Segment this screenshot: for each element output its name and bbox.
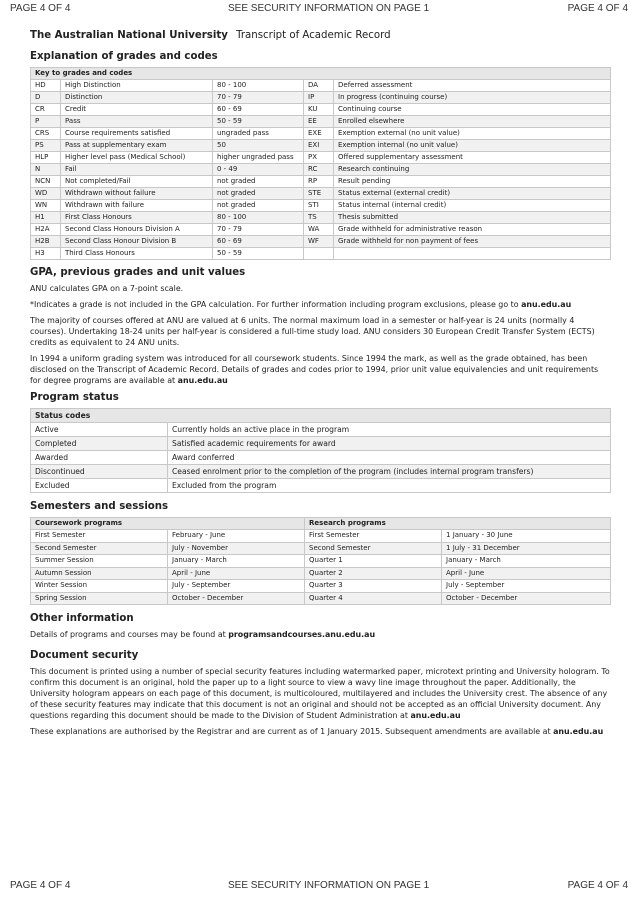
table-cell: In progress (continuing course) — [334, 92, 611, 104]
table-cell: WF — [304, 236, 334, 248]
table-cell: 0 - 49 — [213, 164, 304, 176]
table-cell: October - December — [168, 592, 305, 605]
table-cell: 1 January - 30 June — [442, 530, 611, 543]
status-row — [31, 437, 611, 451]
grade-row — [31, 188, 611, 200]
table-cell: not graded — [213, 188, 304, 200]
anu-link[interactable]: anu.edu.au — [521, 300, 572, 309]
table-cell: Quarter 2 — [305, 567, 442, 580]
grade-row — [31, 248, 611, 260]
session-row — [31, 530, 611, 543]
table-cell: First Class Honours — [61, 212, 213, 224]
table-cell: 80 - 100 — [213, 212, 304, 224]
table-cell: Completed — [31, 437, 168, 451]
table-cell: 50 - 59 — [213, 248, 304, 260]
table-cell: 60 - 69 — [213, 104, 304, 116]
table-cell: Pass — [61, 116, 213, 128]
table-cell: higher ungraded pass — [213, 152, 304, 164]
table-cell: April - June — [442, 567, 611, 580]
table-cell: Active — [31, 423, 168, 437]
table-cell: Credit — [61, 104, 213, 116]
table-cell: Status external (external credit) — [334, 188, 611, 200]
table-cell: July - November — [168, 542, 305, 555]
table-cell: RC — [304, 164, 334, 176]
table-cell: CRS — [31, 128, 61, 140]
table-cell: 1 July - 31 December — [442, 542, 611, 555]
grade-row — [31, 212, 611, 224]
table-cell: Fail — [61, 164, 213, 176]
table-cell: Award conferred — [168, 451, 611, 465]
grades-table-title: Key to grades and codes — [31, 68, 611, 80]
footer-security-notice: SEE SECURITY INFORMATION ON PAGE 1 — [228, 880, 430, 891]
table-cell: Quarter 1 — [305, 555, 442, 568]
status-codes-table — [30, 408, 611, 493]
table-cell: Research continuing — [334, 164, 611, 176]
grade-row — [31, 224, 611, 236]
table-cell: EE — [304, 116, 334, 128]
table-cell: STE — [304, 188, 334, 200]
table-cell: Autumn Session — [31, 567, 168, 580]
table-cell: EXE — [304, 128, 334, 140]
grade-row — [31, 104, 611, 116]
header-page-number: PAGE 4 OF 4 — [10, 3, 71, 14]
table-cell: Currently holds an active place in the program — [168, 423, 611, 437]
grade-row — [31, 116, 611, 128]
table-cell: 50 — [213, 140, 304, 152]
table-cell: Continuing course — [334, 104, 611, 116]
grades-heading: Explanation of grades and codes — [30, 51, 218, 62]
footer-page-number: PAGE 4 OF 4 — [10, 880, 71, 891]
session-row — [31, 567, 611, 580]
table-cell: Quarter 4 — [305, 592, 442, 605]
gpa-exclusion-text: *Indicates a grade is not included in the GPA calculation. For further information including program exclusions, please go to anu.edu.au — [30, 300, 572, 309]
table-cell: Discontinued — [31, 465, 168, 479]
table-cell: IP — [304, 92, 334, 104]
table-cell: CR — [31, 104, 61, 116]
table-cell: not graded — [213, 176, 304, 188]
grade-row — [31, 236, 611, 248]
table-cell: PS — [31, 140, 61, 152]
table-cell: H2B — [31, 236, 61, 248]
other-info-text: Details of programs and courses may be found at programsandcourses.anu.edu.au — [30, 630, 376, 639]
status-row — [31, 423, 611, 437]
header-security-notice: SEE SECURITY INFORMATION ON PAGE 1 — [228, 3, 430, 14]
table-cell: KU — [304, 104, 334, 116]
anu-link[interactable]: anu.edu.au — [553, 727, 604, 736]
other-info-heading: Other information — [30, 613, 134, 624]
table-cell: July - September — [168, 580, 305, 593]
table-cell: H3 — [31, 248, 61, 260]
table-cell: Exemption external (no unit value) — [334, 128, 611, 140]
table-cell: HLP — [31, 152, 61, 164]
grading-history-text: In 1994 a uniform grading system was introduced for all coursework students. Since 1994 the mark, as well as the grade obtained, has been disclosed on the Transcript of Academic Record. Details of grades and codes prior to 1994, prior unit value equivalencies and unit requirements for degree programs are available at anu.edu.au — [30, 354, 599, 385]
session-row — [31, 555, 611, 568]
table-cell: Grade withheld for administrative reason — [334, 224, 611, 236]
table-cell: Winter Session — [31, 580, 168, 593]
table-cell: P — [31, 116, 61, 128]
status-row — [31, 465, 611, 479]
table-cell: ungraded pass — [213, 128, 304, 140]
status-table-title: Status codes — [31, 409, 611, 423]
table-cell: D — [31, 92, 61, 104]
table-cell: Summer Session — [31, 555, 168, 568]
table-cell: 50 - 59 — [213, 116, 304, 128]
security-text: This document is printed using a number of special security features including watermarked paper, microtext printing and University hologram. To confirm this document is an original, hold the paper up to a light source to view a wavy line image throughout the paper. Additionally, the University hologram appears on each page of this document, is multicoloured, multilayered and includes the University crest. The absence of any of these security features may indicate that this document is not an original and should not be accepted as an official University document. Any questions regarding this document should be made to the Division of Student Administration at anu.edu.au — [30, 667, 610, 720]
session-row — [31, 542, 611, 555]
table-cell: Withdrawn without failure — [61, 188, 213, 200]
table-cell: Second Semester — [31, 542, 168, 555]
table-cell: Not completed/Fail — [61, 176, 213, 188]
table-cell: NCN — [31, 176, 61, 188]
grade-row — [31, 200, 611, 212]
table-cell: Ceased enrolment prior to the completion of the program (includes internal program transfers) — [168, 465, 611, 479]
table-cell: Enrolled elsewhere — [334, 116, 611, 128]
footer-page-number-right: PAGE 4 OF 4 — [567, 880, 628, 891]
table-cell: Status internal (internal credit) — [334, 200, 611, 212]
table-cell: N — [31, 164, 61, 176]
table-cell: Second Class Honours Division A — [61, 224, 213, 236]
table-cell: January - March — [168, 555, 305, 568]
coursework-title: Coursework programs — [31, 518, 305, 530]
table-cell: WN — [31, 200, 61, 212]
table-cell: Exemption internal (no unit value) — [334, 140, 611, 152]
table-cell: WD — [31, 188, 61, 200]
table-cell: 60 - 69 — [213, 236, 304, 248]
table-cell: Excluded — [31, 479, 168, 493]
table-cell: April - June — [168, 567, 305, 580]
table-cell: 70 - 79 — [213, 224, 304, 236]
table-cell: Second Semester — [305, 542, 442, 555]
table-cell: HD — [31, 80, 61, 92]
table-cell: Excluded from the program — [168, 479, 611, 493]
table-cell: July - September — [442, 580, 611, 593]
table-cell: PX — [304, 152, 334, 164]
table-cell: Satisfied academic requirements for award — [168, 437, 611, 451]
grade-row — [31, 140, 611, 152]
unit-load-text: The majority of courses offered at ANU are valued at 6 units. The normal maximum load in a semester or half-year is 24 units (normally 4 courses). Undertaking 18-24 units per half-year is considered a full-time study load. ANU considers 30 European Credit Transfer System (ECTS) credits as equivalent to 24 ANU units. — [30, 316, 595, 347]
table-cell: Deferred assessment — [334, 80, 611, 92]
grade-row — [31, 164, 611, 176]
grade-row — [31, 128, 611, 140]
table-cell: WA — [304, 224, 334, 236]
table-cell: 70 - 79 — [213, 92, 304, 104]
header-page-number-right: PAGE 4 OF 4 — [567, 3, 628, 14]
document-title — [30, 30, 610, 41]
session-row — [31, 592, 611, 605]
table-cell: Awarded — [31, 451, 168, 465]
table-cell: 80 - 100 — [213, 80, 304, 92]
program-status-heading: Program status — [30, 392, 119, 403]
grade-row — [31, 176, 611, 188]
table-cell: October - December — [442, 592, 611, 605]
table-cell: RP — [304, 176, 334, 188]
table-cell: DA — [304, 80, 334, 92]
anu-link[interactable]: anu.edu.au — [410, 711, 461, 720]
table-cell: Offered supplementary assessment — [334, 152, 611, 164]
status-row — [31, 479, 611, 493]
table-cell: H1 — [31, 212, 61, 224]
grade-row — [31, 152, 611, 164]
anu-link[interactable]: anu.edu.au — [177, 376, 228, 385]
table-cell: EXI — [304, 140, 334, 152]
table-cell: Withdrawn with failure — [61, 200, 213, 212]
table-cell: Distinction — [61, 92, 213, 104]
document-security-heading: Document security — [30, 650, 139, 661]
table-cell — [334, 248, 611, 260]
table-cell: Higher level pass (Medical School) — [61, 152, 213, 164]
table-cell: Thesis submitted — [334, 212, 611, 224]
table-cell: Quarter 3 — [305, 580, 442, 593]
table-cell: High Distinction — [61, 80, 213, 92]
table-cell: February - June — [168, 530, 305, 543]
table-cell: January - March — [442, 555, 611, 568]
sessions-heading: Semesters and sessions — [30, 501, 169, 512]
gpa-heading: GPA, previous grades and unit values — [30, 267, 246, 278]
table-cell: Grade withheld for non payment of fees — [334, 236, 611, 248]
grades-table — [30, 67, 611, 260]
table-cell: H2A — [31, 224, 61, 236]
gpa-scale-text: ANU calculates GPA on a 7-point scale. — [30, 284, 184, 293]
grade-row — [31, 92, 611, 104]
table-cell: TS — [304, 212, 334, 224]
table-cell: Result pending — [334, 176, 611, 188]
table-cell — [304, 248, 334, 260]
table-cell: Spring Session — [31, 592, 168, 605]
table-cell: not graded — [213, 200, 304, 212]
table-cell: Third Class Honours — [61, 248, 213, 260]
session-row — [31, 580, 611, 593]
table-cell: STI — [304, 200, 334, 212]
table-cell: First Semester — [31, 530, 168, 543]
status-row — [31, 451, 611, 465]
record-type: Transcript of Academic Record — [236, 30, 391, 41]
table-cell: Course requirements satisfied — [61, 128, 213, 140]
institution-name: The Australian National University — [30, 30, 228, 41]
document-body — [30, 30, 610, 742]
research-title: Research programs — [305, 518, 611, 530]
authorisation-text: These explanations are authorised by the Registrar and are current as of 1 January 2015. Subsequent amendments are available at anu.edu.au — [30, 727, 604, 736]
programs-courses-link[interactable]: programsandcourses.anu.edu.au — [228, 630, 376, 639]
table-cell: First Semester — [305, 530, 442, 543]
table-cell: Second Class Honour Division B — [61, 236, 213, 248]
grade-row — [31, 80, 611, 92]
table-cell: Pass at supplementary exam — [61, 140, 213, 152]
sessions-table — [30, 517, 611, 605]
